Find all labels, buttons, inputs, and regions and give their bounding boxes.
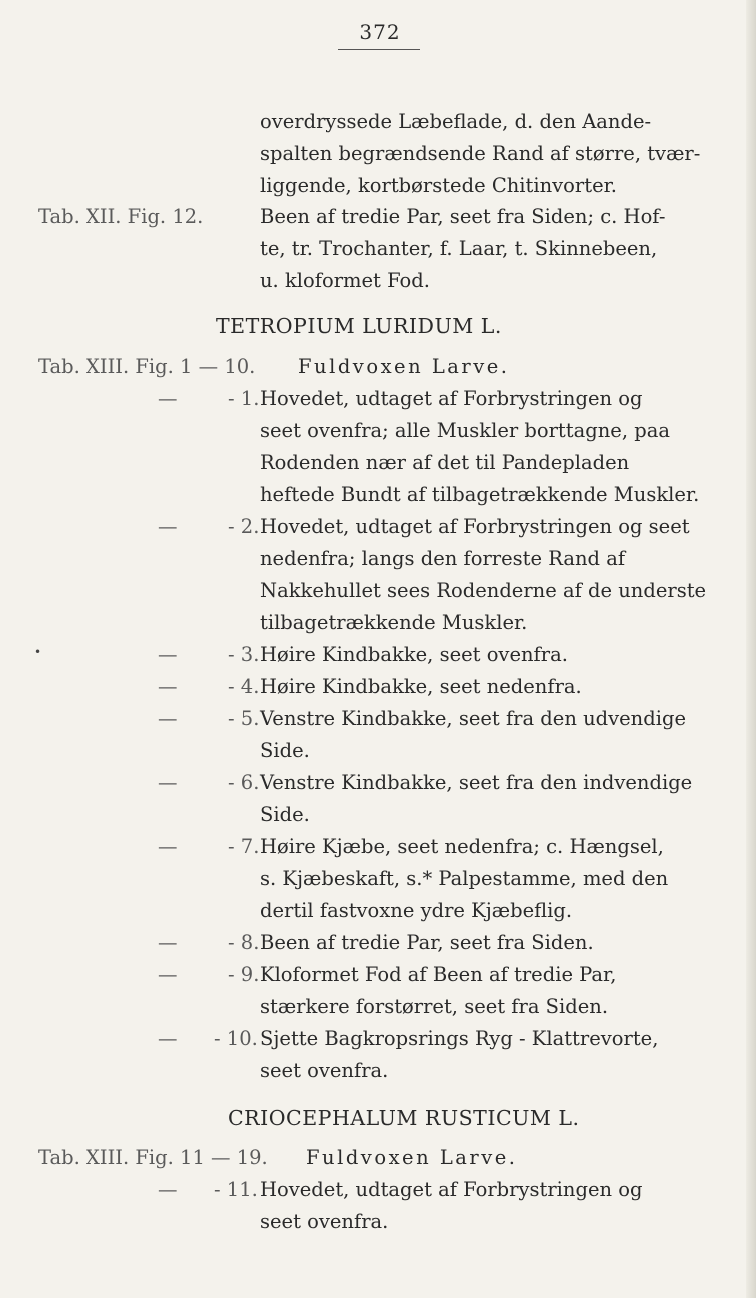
entry-line: Kloformet Fod af Been af tredie Par, bbox=[260, 963, 617, 986]
entry-line: stærkere forstørret, seet fra Siden. bbox=[260, 995, 609, 1018]
entry-line: Høire Kindbakke, seet ovenfra. bbox=[260, 643, 568, 666]
entry-line: Been af tredie Par, seet fra Siden; c. Hof- bbox=[260, 205, 666, 228]
figure-subject: Fuldvoxen Larve. bbox=[298, 355, 510, 378]
figure-number: - 11. bbox=[214, 1178, 258, 1201]
entry-line: dertil fastvoxne ydre Kjæbeflig. bbox=[260, 899, 573, 922]
page-number: 372 bbox=[359, 20, 401, 44]
entry-line: Nakkehullet sees Rodenderne af de underste bbox=[260, 579, 707, 602]
entry-line: nedenfra; langs den forreste Rand af bbox=[260, 547, 626, 570]
intro-line: spalten begrændsende Rand af større, tvær- bbox=[260, 142, 701, 165]
entry-line: Venstre Kindbakke, seet fra den indvendige bbox=[260, 771, 693, 794]
entry-line: Side. bbox=[260, 739, 310, 762]
entry-line: Hovedet, udtaget af Forbrystringen og bbox=[260, 1178, 643, 1201]
page-edge bbox=[746, 0, 756, 1298]
entry-line: u. kloformet Fod. bbox=[260, 269, 430, 292]
entry-line: s. Kjæbeskaft, s.* Palpestamme, med den bbox=[260, 867, 669, 890]
entry-dash: — bbox=[158, 1178, 178, 1201]
entry-line: Hovedet, udtaget af Forbrystringen og seet bbox=[260, 515, 690, 538]
figure-number: - 9. bbox=[228, 963, 260, 986]
entry-line: Sjette Bagkropsrings Ryg - Klattrevorte, bbox=[260, 1027, 659, 1050]
entry-dash: — bbox=[158, 707, 178, 730]
section-heading: TETROPIUM LURIDUM L. bbox=[216, 314, 502, 338]
entry-line: Høire Kjæbe, seet nedenfra; c. Hængsel, bbox=[260, 835, 664, 858]
figure-number: - 3. bbox=[228, 643, 260, 666]
margin-mark: • bbox=[34, 645, 42, 659]
entry-line: te, tr. Trochanter, f. Laar, t. Skinnebeen, bbox=[260, 237, 658, 260]
entry-dash: — bbox=[158, 771, 178, 794]
figure-number: - 8. bbox=[228, 931, 260, 954]
intro-line: overdryssede Læbeflade, d. den Aande- bbox=[260, 110, 652, 133]
entry-line: Rodenden nær af det til Pandepladen bbox=[260, 451, 630, 474]
entry-line: Side. bbox=[260, 803, 310, 826]
entry-dash: — bbox=[158, 931, 178, 954]
entry-dash: — bbox=[158, 515, 178, 538]
figure-number: - 7. bbox=[228, 835, 260, 858]
entry-line: heftede Bundt af tilbagetrækkende Muskler. bbox=[260, 483, 700, 506]
tab-reference: Tab. XIII. Fig. 1 — 10. bbox=[38, 355, 256, 378]
tab-reference: Tab. XII. Fig. 12. bbox=[38, 205, 204, 228]
figure-number: - 4. bbox=[228, 675, 260, 698]
entry-line: seet ovenfra. bbox=[260, 1210, 389, 1233]
entry-dash: — bbox=[158, 675, 178, 698]
figure-subject: Fuldvoxen Larve. bbox=[306, 1146, 518, 1169]
entry-line: seet ovenfra. bbox=[260, 1059, 389, 1082]
entry-dash: — bbox=[158, 835, 178, 858]
intro-line: liggende, kortbørstede Chitinvorter. bbox=[260, 174, 617, 197]
entry-dash: — bbox=[158, 387, 178, 410]
entry-dash: — bbox=[158, 1027, 178, 1050]
figure-number: - 6. bbox=[228, 771, 260, 794]
entry-line: seet ovenfra; alle Muskler borttagne, paa bbox=[260, 419, 670, 442]
figure-number: - 2. bbox=[228, 515, 260, 538]
entry-line: tilbagetrækkende Muskler. bbox=[260, 611, 528, 634]
page-number-rule bbox=[338, 49, 420, 50]
entry-dash: — bbox=[158, 963, 178, 986]
entry-line: Venstre Kindbakke, seet fra den udvendige bbox=[260, 707, 686, 730]
figure-number: - 1. bbox=[228, 387, 260, 410]
entry-line: Hovedet, udtaget af Forbrystringen og bbox=[260, 387, 643, 410]
figure-number: - 5. bbox=[228, 707, 260, 730]
figure-number: - 10. bbox=[214, 1027, 258, 1050]
tab-reference: Tab. XIII. Fig. 11 — 19. bbox=[38, 1146, 268, 1169]
entry-line: Høire Kindbakke, seet nedenfra. bbox=[260, 675, 582, 698]
entry-line: Been af tredie Par, seet fra Siden. bbox=[260, 931, 594, 954]
section-heading: CRIOCEPHALUM RUSTICUM L. bbox=[228, 1106, 580, 1130]
entry-dash: — bbox=[158, 643, 178, 666]
